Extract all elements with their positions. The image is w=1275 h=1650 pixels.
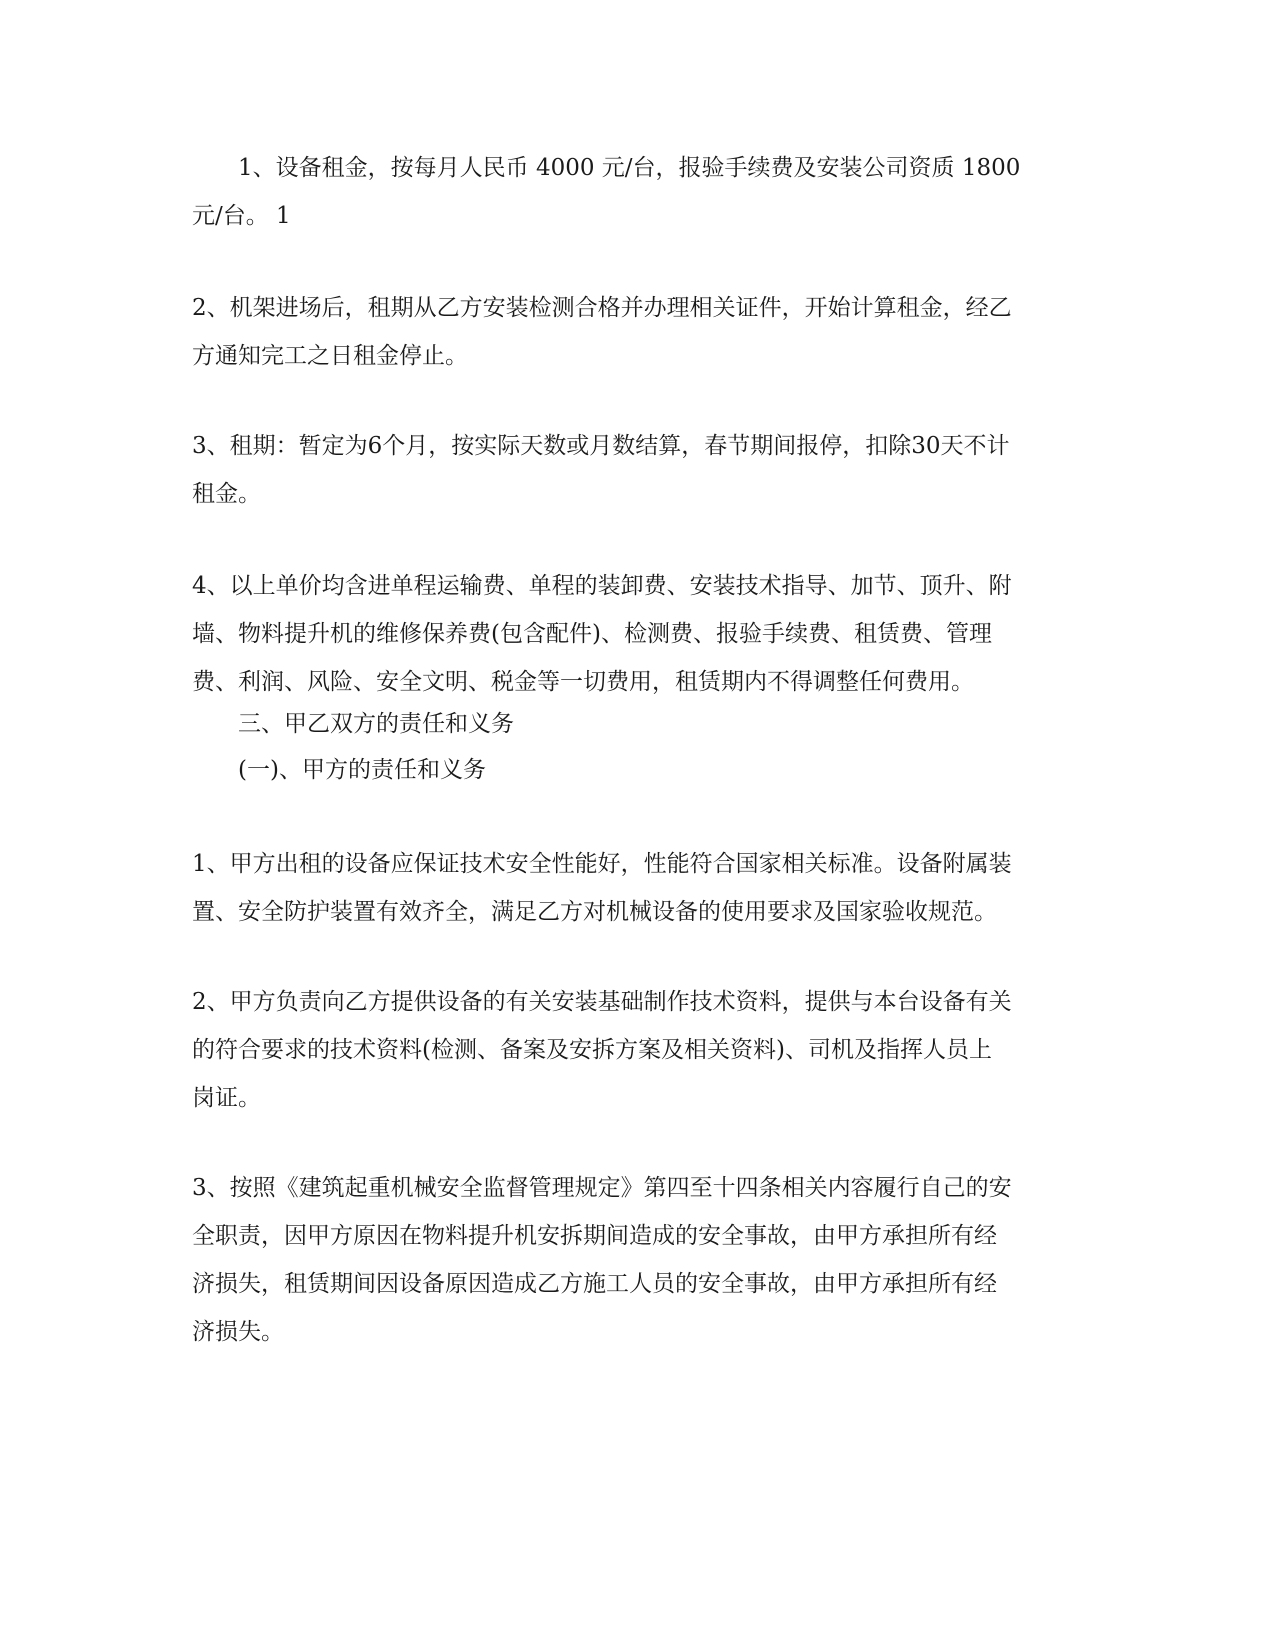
- fee-clause-1: [192, 144, 1082, 240]
- text-line: 元/台。 1: [192, 203, 291, 229]
- text-line: 3、租期：暂定为6个月，按实际天数或月数结算，春节期间报停，扣除30天不计: [192, 433, 1010, 459]
- text-line: 2、甲方负责向乙方提供设备的有关安装基础制作技术资料，提供与本台设备有关: [192, 989, 1012, 1015]
- text-line: 3、按照《建筑起重机械安全监督管理规定》第四至十四条相关内容履行自己的安: [192, 1175, 1012, 1201]
- duty-clause-3: [192, 1164, 1082, 1356]
- text-line: 全职责，因甲方原因在物料提升机安拆期间造成的安全事故，由甲方承担所有经: [192, 1223, 997, 1249]
- section-heading-text: 三、甲乙双方的责任和义务: [238, 711, 514, 737]
- text-line: 租金。: [192, 481, 261, 507]
- text-line: 的符合要求的技术资料(检测、备案及安拆方案及相关资料)、司机及指挥人员上: [192, 1037, 992, 1063]
- section-heading: [192, 700, 1082, 748]
- subsection-heading-text: (一)、甲方的责任和义务: [238, 757, 486, 783]
- text-line: 济损失，租赁期间因设备原因造成乙方施工人员的安全事故，由甲方承担所有经: [192, 1271, 997, 1297]
- fee-clause-3: [192, 422, 1082, 518]
- text-line: 济损失。: [192, 1319, 284, 1345]
- text-line: 岗证。: [192, 1085, 261, 1111]
- text-line: 1、甲方出租的设备应保证技术安全性能好，性能符合国家相关标准。设备附属装: [192, 851, 1012, 877]
- duty-clause-2: [192, 978, 1082, 1122]
- text-line: 墙、物料提升机的维修保养费(包含配件)、检测费、报验手续费、租赁费、管理: [192, 621, 992, 647]
- fee-clause-2: [192, 284, 1082, 380]
- duty-clause-1: [192, 840, 1082, 936]
- subsection-heading: [192, 746, 1082, 794]
- text-line: 方通知完工之日租金停止。: [192, 343, 468, 369]
- text-line: 费、利润、风险、安全文明、税金等一切费用，租赁期内不得调整任何费用。: [192, 669, 974, 695]
- text-line: 置、安全防护装置有效齐全，满足乙方对机械设备的使用要求及国家验收规范。: [192, 899, 997, 925]
- text-line: 2、机架进场后，租期从乙方安装检测合格并办理相关证件，开始计算租金，经乙: [192, 295, 1012, 321]
- text-line: 1、设备租金，按每月人民币 4000 元/台，报验手续费及安装公司资质 1800: [238, 155, 1021, 181]
- text-line: 4、以上单价均含进单程运输费、单程的装卸费、安装技术指导、加节、顶升、附: [192, 573, 1012, 599]
- fee-clause-4: [192, 562, 1082, 706]
